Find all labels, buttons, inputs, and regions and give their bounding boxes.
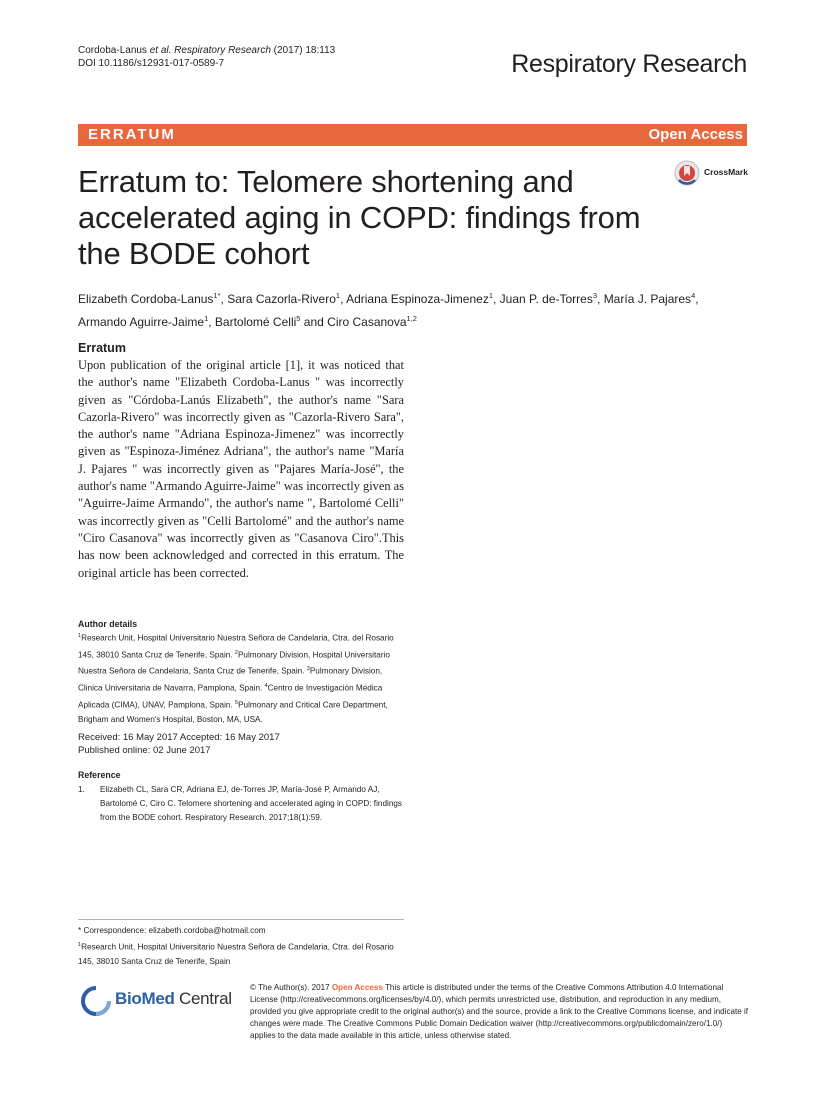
citation-journal: et al. Respiratory Research (149, 45, 271, 56)
author-affiliation-marker: 1 (335, 291, 341, 300)
received-accepted: Received: 16 May 2017 Accepted: 16 May 2017 (78, 732, 280, 743)
license-copyright: © The Author(s). 2017 (250, 983, 332, 992)
license-text: This article is distributed under the terms of the Creative Commons Attribution 4.0 International License (http://creativecommons.org/licenses/by/4.0/), which permits unrestricted use, distribution, and reproduction in any medium, provided you give appropriate credit to the original author(s) and the source, provide a link to the Creative Commons license, and indicate if changes were made. The Creative Commons Public Domain Dedication waiver (http://creativecommons.org/publicdomain/zero/1.0/) applies to the data made available in this article, unless otherwise stated. (250, 983, 749, 1040)
article-type-label: ERRATUM (88, 126, 176, 143)
footnote-aff-number: 1 (78, 942, 82, 948)
doi[interactable]: DOI 10.1186/s12931-017-0589-7 (78, 58, 225, 69)
publisher-logo[interactable] (80, 983, 240, 1019)
license-statement (250, 982, 750, 1042)
author-affiliation-marker: 1 (488, 291, 493, 300)
author-separator: , (493, 292, 500, 306)
reference-heading: Reference (78, 770, 121, 780)
footnote (78, 924, 408, 969)
affiliation-text: Pulmonary Division, Clinica Universitaria de Navarra, Pamplona, Spain. (78, 667, 383, 693)
publisher-name-bio: Bio (115, 989, 142, 1008)
affiliation-number: 2 (234, 649, 238, 656)
reference-number: 1. (78, 785, 85, 794)
footnote-divider (78, 919, 404, 920)
affiliation-text: Pulmonary Division, Hospital Universitario Nuestra Señora de Candelaria, Santa Cruz de Tenerife, Spain. (78, 650, 390, 677)
crossmark-badge[interactable] (674, 160, 754, 188)
published-online: Published online: 02 June 2017 (78, 745, 211, 756)
article-title: Erratum to: Telomere shortening and accelerated aging in COPD: findings from the BODE cohort (78, 164, 641, 271)
publication-dates (78, 731, 280, 757)
author-affiliation-marker: 5 (296, 314, 301, 323)
affiliation-text: Centro de Investigación Médica Aplicada (CIMA), UNAV, Pamplona, Spain. (78, 683, 383, 710)
author-affiliation-marker: 3 (592, 291, 598, 300)
author-list (78, 286, 748, 332)
open-access-label: Open Access (648, 126, 743, 143)
affiliation-number: 3 (306, 666, 310, 673)
author-affiliation-marker: 1 (204, 314, 209, 323)
affiliation-number: 1 (78, 633, 82, 639)
author-details-heading: Author details (78, 619, 138, 629)
author-separator: , (208, 315, 215, 329)
reference-text[interactable]: Elizabeth CL, Sara CR, Adriana EJ, de-Torres JP, María-José P, Armando AJ, Bartolomé C, Ciro C. Telomere shortening and accelerated aging in COPD: findings from the BODE cohort. Respiratory Research. 2017;18(1):59. (100, 785, 403, 822)
author-name: Sara Cazorla-Rivero (227, 292, 336, 306)
author-name: Armando Aguirre-Jaime (78, 315, 205, 329)
affiliation-number: 5 (235, 699, 239, 706)
running-header (78, 44, 335, 70)
author-name: María J. Pajares (603, 292, 692, 306)
author-separator: , (597, 292, 604, 306)
author-separator: , (220, 292, 228, 306)
crossmark-icon (674, 160, 700, 186)
erratum-body: Upon publication of the original article [1], it was noticed that the author's name "Elizabeth Cordoba-Lanus " was incorrectly given as "Córdoba-Lanús Elizabeth", the author's name "Sara Cazorla-Rivero" was incorrectly given as "Cazorla-Rivero Sara", the author's name "Adriana Espinoza-Jimenez" was incorrectly given as "Espinoza-Jiménez Adriana", the author's name "María J. Pajares " was incorrectly given as "Pajares María-José", the author's name "Armando Aguirre-Jaime" was incorrectly given as "Aguirre-Jaime Armando", the author's name ", Bartolomé Celli" was incorrectly given as "Celli Bartolomé" and the author's name "Ciro Casanova" was incorrectly given as "Casanova Ciro".This has now been acknowledged and corrected in this erratum. The original article has been corrected. (78, 358, 404, 580)
publisher-name (115, 989, 232, 1009)
affiliation-text: Research Unit, Hospital Universitario Nuestra Señora de Candelaria, Ctra. del Rosario 145, 38010 Santa Cruz de Tenerife, Spain. (78, 633, 394, 660)
crossmark-label: CrossMark (704, 167, 748, 177)
footnote-aff-text: Research Unit, Hospital Universitario Nuestra Señora de Candelaria, Ctra. del Rosario 145, 38010 Santa Cruz de Tenerife, Spain (78, 942, 394, 966)
correspondence-email[interactable]: * Correspondence: elizabeth.cordoba@hotmail.com (78, 926, 266, 935)
license-open-access: Open Access (331, 983, 383, 992)
section-heading-erratum: Erratum (78, 341, 126, 355)
author-name: Bartolomé Celli (214, 315, 297, 329)
journal-name: Respiratory Research (511, 50, 747, 78)
biomed-central-logo-icon (80, 985, 112, 1017)
footnote-affiliation (78, 938, 408, 969)
publisher-name-med: Med (141, 989, 175, 1008)
author-separator: and (300, 315, 328, 329)
author-separator: , (695, 292, 699, 306)
author-affiliation-marker: 4 (691, 291, 696, 300)
article-type-banner (78, 124, 747, 146)
author-affiliation-marker: 1* (213, 291, 221, 300)
author-name: Elizabeth Cordoba-Lanus (78, 292, 214, 306)
author-separator: , (340, 292, 347, 306)
author-name: Ciro Casanova (327, 315, 407, 329)
author-details-list (78, 629, 408, 727)
affiliation-text: Pulmonary and Critical Care Department, Brigham and Women's Hospital, Boston, MA, USA. (78, 700, 388, 724)
author-name: Juan P. de-Torres (499, 292, 593, 306)
publisher-name-central: Central (174, 989, 232, 1008)
author-affiliation-marker: 1,2 (406, 314, 417, 323)
citation-line (78, 44, 335, 57)
author-details (78, 619, 408, 727)
citation-volume: (2017) 18:113 (270, 45, 336, 56)
author-name: Adriana Espinoza-Jimenez (346, 292, 489, 306)
citation-authors: Cordoba-Lanus (78, 45, 150, 56)
affiliation-number: 4 (264, 683, 268, 690)
